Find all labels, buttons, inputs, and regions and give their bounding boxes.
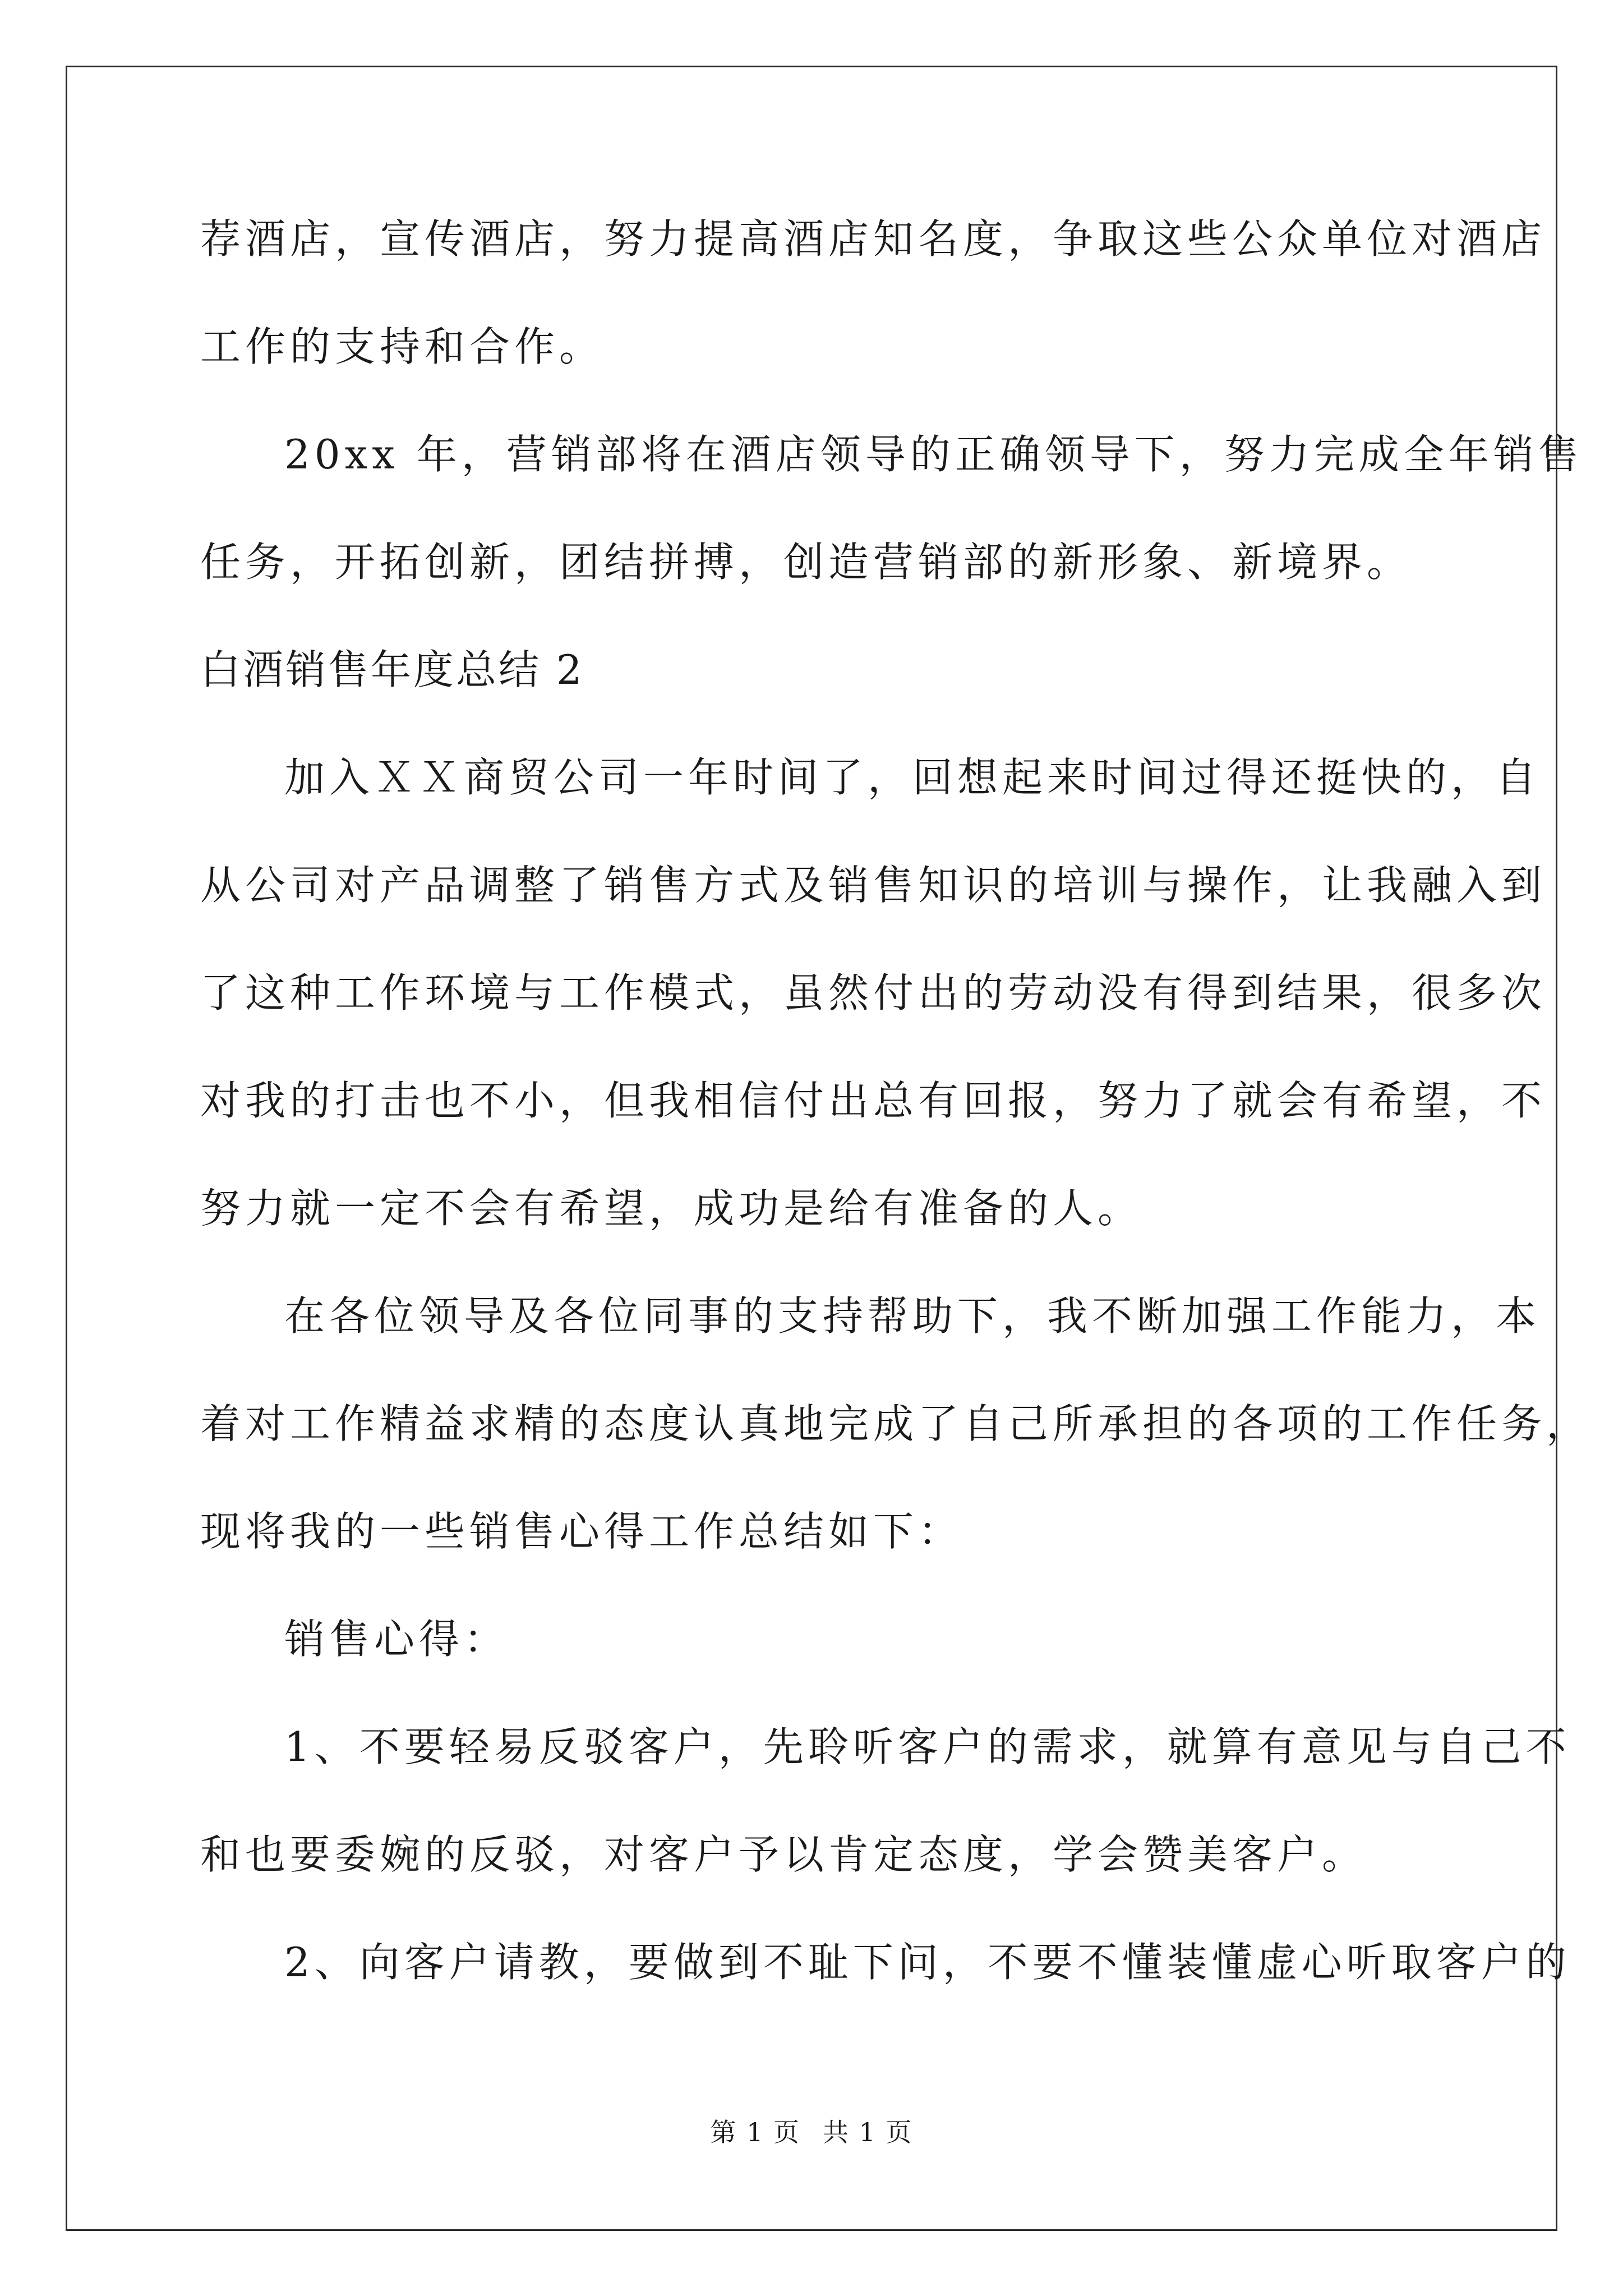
text-line: 和也要委婉的反驳，对客户予以肯定态度，学会赞美客户。 [200,1831,1367,1878]
text-line: 了这种工作环境与工作模式，虽然付出的劳动没有得到结果，很多次 [200,969,1547,1016]
text-line: 从公司对产品调整了销售方式及销售知识的培训与操作，让我融入到 [200,862,1547,909]
text-line: 销售心得： [284,1616,509,1663]
page-total: 共 1 页 [823,2117,913,2147]
text-line: 加入ＸＸ商贸公司一年时间了，回想起来时间过得还挺快的，自 [284,754,1541,801]
text-line: 现将我的一些销售心得工作总结如下： [200,1508,963,1555]
page-footer [0,2112,1623,2149]
text-line: 工作的支持和合作。 [200,323,605,370]
text-line: 1、不要轻易反驳客户，先聆听客户的需求，就算有意见与自己不 [284,1723,1571,1770]
text-line: 荐酒店，宣传酒店，努力提高酒店知名度，争取这些公众单位对酒店 [200,215,1547,263]
text-line: 20xx 年，营销部将在酒店领导的正确领导下，努力完成全年销售 [284,431,1583,478]
text-line: 在各位领导及各位同事的支持帮助下，我不断加强工作能力，本 [284,1292,1541,1340]
document-body [200,185,1592,2016]
text-line: 2、向客户请教，要做到不耻下问，不要不懂装懂虚心听取客户的 [284,1939,1571,1986]
text-line: 任务，开拓创新，团结拼搏，创造营销部的新形象、新境界。 [200,539,1412,586]
section-heading: 白酒销售年度总结 2 [200,646,584,693]
text-line: 对我的打击也不小，但我相信付出总有回报，努力了就会有希望，不 [200,1077,1547,1124]
text-line: 努力就一定不会有希望，成功是给有准备的人。 [200,1185,1143,1232]
page-number: 第 1 页 [710,2117,800,2147]
text-line: 着对工作精益求精的态度认真地完成了自己所承担的各项的工作任务， [200,1400,1592,1447]
